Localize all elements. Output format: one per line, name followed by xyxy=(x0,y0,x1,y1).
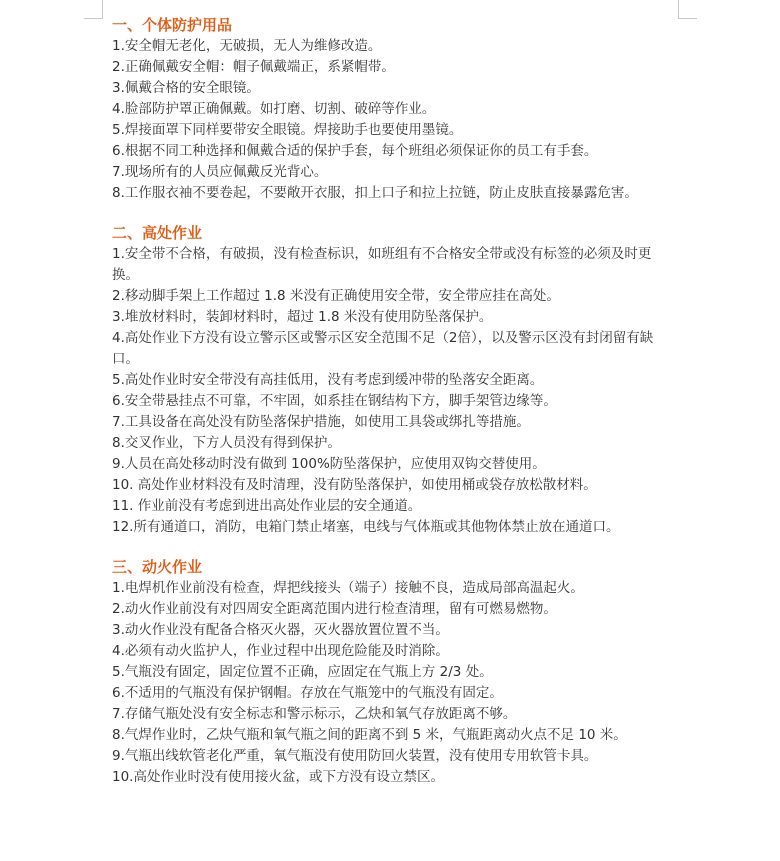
list-item: 5.焊接面罩下同样要带安全眼镜。焊接助手也要使用墨镜。 xyxy=(112,122,463,138)
list-item: 8.气焊作业时，乙炔气瓶和氧气瓶之间的距离不到 5 米，气瓶距离动火点不足 10 米。 xyxy=(112,727,627,743)
list-item: 11. 作业前没有考虑到进出高处作业层的安全通道。 xyxy=(112,498,422,514)
list-item: 2.动火作业前没有对四周安全距离范围内进行检查清理，留有可燃易燃物。 xyxy=(112,601,557,617)
list-item: 4.必须有动火监护人，作业过程中出现危险能及时消除。 xyxy=(112,643,449,659)
list-item: 1.安全带不合格，有破损，没有检查标识，如班组有不合格安全带或没有标签的必须及时更换。 xyxy=(112,246,652,283)
section-hot-work xyxy=(112,556,672,788)
list-item: 1.电焊机作业前没有检查，焊把线接头（端子）接触不良，造成局部高温起火。 xyxy=(112,580,584,596)
list-item: 9.人员在高处移动时没有做到 100%防坠落保护，应使用双钩交替使用。 xyxy=(112,456,546,472)
crop-mark-top-left xyxy=(84,0,103,19)
list-item: 7.工具设备在高处没有防坠落保护措施，如使用工具袋或绑扎等措施。 xyxy=(112,414,530,430)
section-ppe xyxy=(112,14,672,204)
list-item: 3.动火作业没有配备合格灭火器，灭火器放置位置不当。 xyxy=(112,622,449,638)
list-item: 12.所有通道口，消防，电箱门禁止堵塞，电线与气体瓶或其他物体禁止放在通道口。 xyxy=(112,519,620,535)
list-item: 5.高处作业时安全带没有高挂低用，没有考虑到缓冲带的坠落安全距离。 xyxy=(112,372,544,388)
list-item: 4.高处作业下方没有设立警示区或警示区安全范围不足（2倍），以及警示区没有封闭留有缺口。 xyxy=(112,330,654,367)
list-item: 8.交叉作业，下方人员没有得到保护。 xyxy=(112,435,341,451)
document-body xyxy=(112,14,672,788)
list-item: 6.不适用的气瓶没有保护钢帽。存放在气瓶笼中的气瓶没有固定。 xyxy=(112,685,503,701)
list-item: 6.安全带悬挂点不可靠，不牢固，如系挂在钢结构下方，脚手架管边缘等。 xyxy=(112,393,557,409)
section-title: 二、高处作业 xyxy=(112,224,203,242)
section-title: 一、个体防护用品 xyxy=(112,16,233,34)
section-title: 三、动火作业 xyxy=(112,558,203,576)
section-work-at-height xyxy=(112,222,672,538)
list-item: 10. 高处作业材料没有及时清理，没有防坠落保护，如使用桶或袋存放松散材料。 xyxy=(112,477,597,493)
list-item: 7.存储气瓶处没有安全标志和警示标示，乙炔和氧气存放距离不够。 xyxy=(112,706,517,722)
list-item: 8.工作服衣袖不要卷起，不要敞开衣服，扣上口子和拉上拉链，防止皮肤直接暴露危害。 xyxy=(112,185,638,201)
list-item: 7.现场所有的人员应佩戴反光背心。 xyxy=(112,164,328,180)
list-item: 9.气瓶出线软管老化严重，氧气瓶没有使用防回火装置，没有使用专用软管卡具。 xyxy=(112,748,598,764)
list-item: 5.气瓶没有固定，固定位置不正确，应固定在气瓶上方 2/3 处。 xyxy=(112,664,493,680)
list-item: 6.根据不同工种选择和佩戴合适的保护手套，每个班组必须保证你的员工有手套。 xyxy=(112,143,598,159)
list-item: 4.脸部防护罩正确佩戴。如打磨、切割、破碎等作业。 xyxy=(112,101,436,117)
list-item: 1.安全帽无老化，无破损，无人为维修改造。 xyxy=(112,38,382,54)
list-item: 2.移动脚手架上工作超过 1.8 米没有正确使用安全带，安全带应挂在高处。 xyxy=(112,288,560,304)
crop-mark-top-right xyxy=(678,0,697,19)
list-item: 3.佩戴合格的安全眼镜。 xyxy=(112,80,260,96)
list-item: 10.高处作业时没有使用接火盆，或下方没有设立禁区。 xyxy=(112,769,444,785)
list-item: 3.堆放材料时，装卸材料时，超过 1.8 米没有使用防坠落保护。 xyxy=(112,309,493,325)
list-item: 2.正确佩戴安全帽：帽子佩戴端正，系紧帽带。 xyxy=(112,59,395,75)
